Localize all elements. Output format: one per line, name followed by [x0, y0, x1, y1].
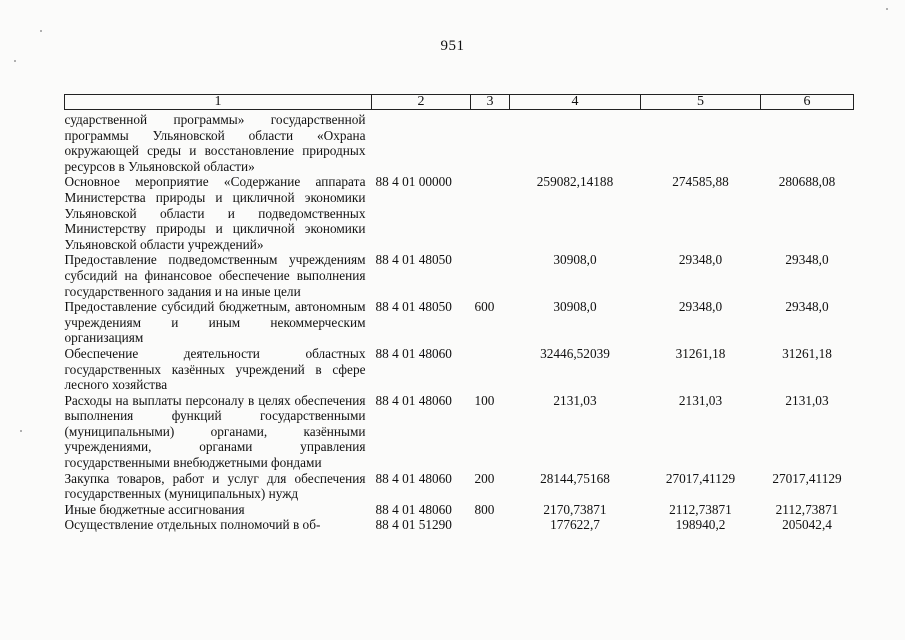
row-name: сударственной программы» государственной программы Ульяновской области «Охрана окружающей среды и восстановление природных ресурсов в Ульяновской области»: [64, 112, 366, 174]
table-row: [65, 174, 854, 252]
row-value-col5: 274585,88: [672, 174, 729, 190]
page-number: 951: [440, 38, 465, 54]
table-row: [65, 110, 854, 175]
row-name: Предоставление подведомственным учреждениям субсидий на финансовое обеспечение выполнения государственного задания и на иные цели: [64, 252, 366, 299]
row-code: 88 4 01 48050: [375, 299, 452, 315]
row-value-col6: 27017,41129: [772, 470, 842, 486]
header-col-6: 6: [761, 95, 854, 110]
row-code: 88 4 01 48060: [375, 501, 452, 517]
row-code: 88 4 01 48050: [375, 252, 452, 268]
row-name: Иные бюджетные ассигнования: [64, 501, 245, 517]
row-value-col4: 28144,75168: [540, 470, 610, 486]
row-name: Осуществление отдельных полномочий в об-: [64, 517, 321, 533]
row-value-col4: 2170,73871: [543, 501, 607, 517]
header-col-3: 3: [471, 95, 510, 110]
scan-speck: [40, 30, 42, 32]
row-code: 88 4 01 48060: [375, 470, 452, 486]
row-expense-type: [471, 346, 510, 393]
header-col-2: 2: [372, 95, 471, 110]
row-value-col6: 29348,0: [785, 299, 829, 315]
header-col-5: 5: [641, 95, 761, 110]
row-code: 88 4 01 51290: [375, 517, 452, 533]
row-value-col4: 32446,52039: [540, 345, 610, 361]
header-col-1: 1: [65, 95, 372, 110]
table-row: [65, 299, 854, 346]
row-expense-type: 600: [474, 299, 495, 315]
row-value-col6: 205042,4: [782, 517, 832, 533]
row-value-col5: 29348,0: [678, 252, 723, 268]
table-row: [65, 252, 854, 299]
row-code: [372, 110, 471, 175]
row-value-col4: 2131,03: [553, 392, 597, 408]
header-row: [65, 95, 854, 110]
table-row: [65, 502, 854, 518]
row-value-col5: [641, 110, 761, 175]
scan-speck: [14, 60, 16, 62]
row-value-col5: 27017,41129: [665, 470, 736, 486]
row-value-col4: 30908,0: [553, 252, 597, 268]
row-name: Закупка товаров, работ и услуг для обеспечения государственных (муниципальных) нужд: [64, 470, 366, 502]
row-expense-type: [471, 517, 510, 533]
row-value-col5: 198940,2: [675, 517, 726, 533]
scan-speck: [886, 8, 888, 10]
row-value-col6: 29348,0: [785, 252, 829, 268]
row-code: 88 4 01 48060: [375, 392, 452, 408]
table-row: [65, 346, 854, 393]
row-value-col6: 31261,18: [782, 345, 832, 361]
row-expense-type: [471, 174, 510, 252]
row-value-col5: 31261,18: [675, 345, 726, 361]
row-value-col5: 29348,0: [678, 299, 723, 315]
row-expense-type: 800: [474, 501, 495, 517]
row-code: 88 4 01 00000: [375, 174, 452, 190]
row-name: Обеспечение деятельности областных государственных казённых учреждений в сфере лесного хозяйства: [64, 345, 366, 393]
row-value-col5: 2131,03: [678, 392, 723, 408]
row-expense-type: 100: [474, 392, 495, 408]
row-expense-type: [471, 252, 510, 299]
table-row: [65, 393, 854, 471]
table-row: [65, 471, 854, 502]
row-value-col4: 259082,14188: [536, 174, 614, 190]
row-value-col6: 280688,08: [778, 174, 836, 190]
scan-speck: [20, 430, 22, 432]
row-expense-type: 200: [474, 470, 495, 486]
row-code: 88 4 01 48060: [375, 345, 452, 361]
budget-table: [64, 94, 854, 533]
table-row: [65, 517, 854, 533]
row-value-col6: [761, 110, 854, 175]
row-name: Основное мероприятие «Содержание аппарата Министерства природы и цикличной экономики Ульяновской области и подведомственных Министерству природы и цикличной экономики Ульяновской области учреждений»: [64, 174, 366, 252]
row-value-col4: [510, 110, 641, 175]
row-value-col6: 2131,03: [785, 392, 829, 408]
row-value-col5: 2112,73871: [669, 501, 732, 517]
row-value-col4: 30908,0: [553, 299, 597, 315]
row-value-col6: 2112,73871: [775, 501, 839, 517]
row-value-col4: 177622,7: [550, 517, 600, 533]
row-name: Расходы на выплаты персоналу в целях обеспечения выполнения функций государственными (муниципальными) органами, казёнными учреждениями, органами управления государственными внебюджетными фондами: [64, 392, 366, 471]
row-expense-type: [471, 110, 510, 175]
header-col-4: 4: [510, 95, 641, 110]
row-name: Предоставление субсидий бюджетным, автономным учреждениям и иным некоммерческим организациям: [64, 299, 366, 346]
